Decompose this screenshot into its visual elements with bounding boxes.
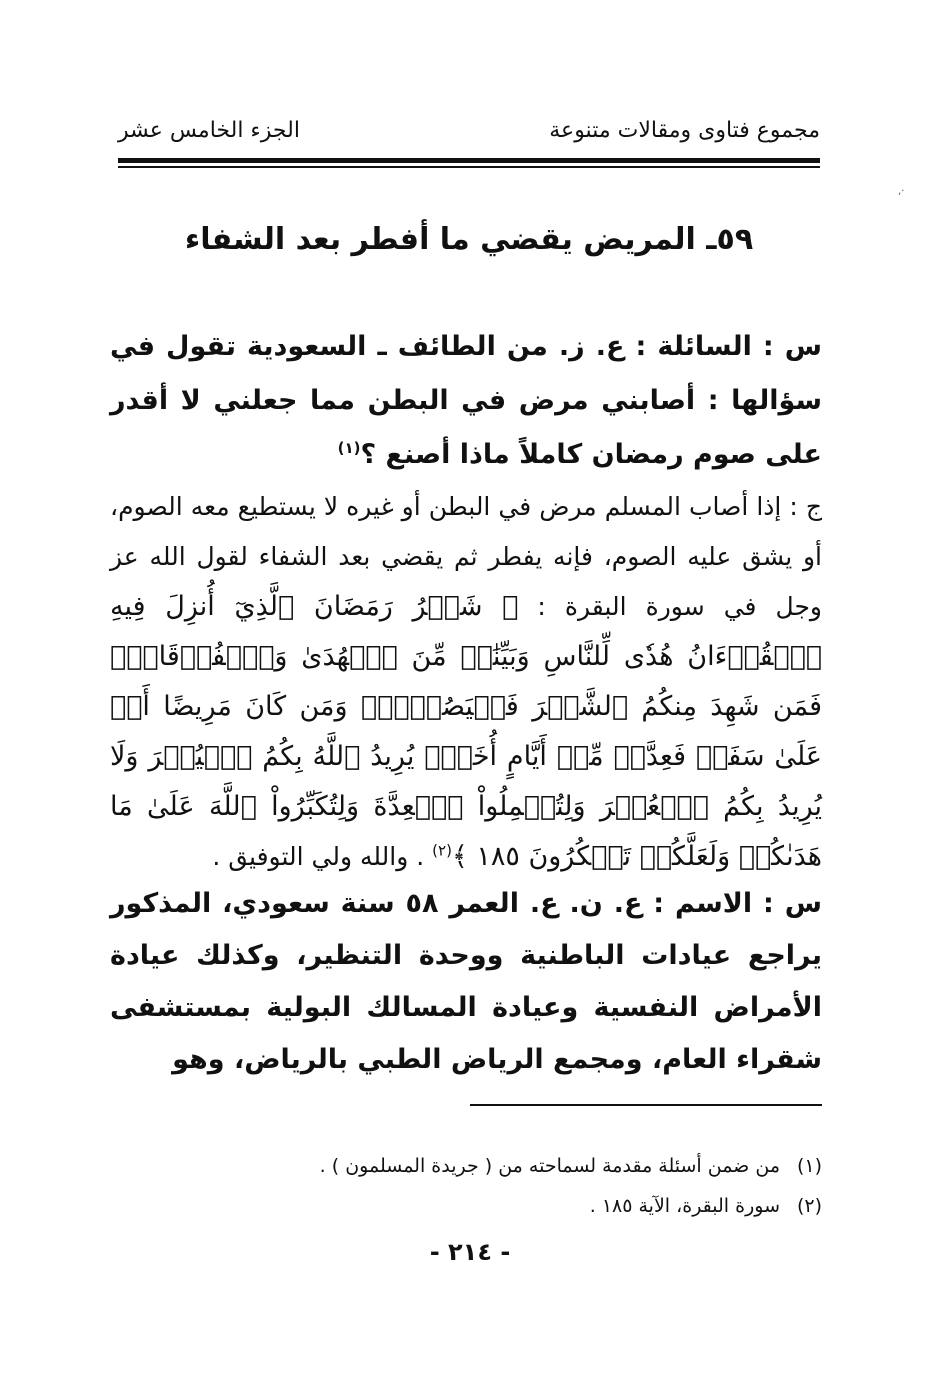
footnote-separator bbox=[470, 1104, 822, 1106]
header-rule-thick bbox=[118, 158, 820, 163]
footnotes bbox=[118, 1146, 822, 1226]
footnote-1 bbox=[118, 1146, 822, 1186]
scan-speck: ·, bbox=[898, 186, 905, 197]
running-header bbox=[118, 118, 820, 152]
footnote-2 bbox=[118, 1186, 822, 1226]
footnote-ref-1: (١) bbox=[337, 439, 361, 457]
question-1 bbox=[110, 320, 822, 482]
answer-1 bbox=[110, 482, 822, 882]
question-2-text: س : الاسم : ع. ن. ع. العمر ٥٨ سنة سعودي، المذكور يراجع عيادات الباطنية ووحدة التنظير، وكذلك عيادة الأمراض النفسية وعيادة المسالك البولية بمستشفى شقراء العام، ومجمع الرياض الطبي بالرياض، وهو bbox=[110, 888, 822, 1075]
question-1-text: س : السائلة : ع. ز. من الطائف ـ السعودية تقول في سؤالها : أصابني مرض في البطن مما جعلني لا أقدر على صوم رمضان كاملاً ماذا أصنع ؟ bbox=[110, 331, 822, 470]
answer-1-intro: ج : إذا أصاب المسلم مرض في البطن أو غيره لا يستطيع معه الصوم، أو يشق عليه الصوم، فإنه يفطر ثم يقضي بعد الشفاء لقول الله عز وجل في سورة البقرة : bbox=[110, 492, 822, 621]
book-title: مجموع فتاوى ومقالات متنوعة bbox=[549, 118, 820, 143]
header-rule-thin bbox=[118, 166, 820, 168]
article-title: ٥٩ـ المريض يقضي ما أفطر بعد الشفاء bbox=[184, 222, 754, 257]
footnote-1-text: من ضمن أسئلة مقدمة لسماحته من ( جريدة المسلمون ) . bbox=[319, 1155, 780, 1177]
footnote-2-number: (٢) bbox=[796, 1195, 822, 1217]
footnote-2-text: سورة البقرة، الآية ١٨٥ . bbox=[589, 1195, 780, 1217]
footnote-1-number: (١) bbox=[796, 1155, 822, 1177]
footnote-ref-2: (٢) bbox=[432, 841, 452, 860]
volume-label: الجزء الخامس عشر bbox=[118, 118, 300, 143]
page-number: - ٢١٤ - bbox=[429, 1238, 511, 1266]
answer-1-closing: . والله ولي التوفيق . bbox=[212, 842, 425, 871]
question-2 bbox=[110, 878, 822, 1086]
quran-verse: ﴿ شَهۡرُ رَمَضَانَ ٱلَّذِيٓ أُنزِلَ فِيهِ ٱلۡقُرۡءَانُ هُدٗى لِّلنَّاسِ وَبَيِّنَٰتٖ مِّنَ ٱلۡهُدَىٰ وَٱلۡفُرۡقَانِۚ فَمَن شَهِدَ مِنكُمُ ٱلشَّهۡرَ فَلۡيَصُمۡهُۖ وَمَن كَانَ مَرِيضًا أَوۡ عَلَىٰ سَفَرٖ فَعِدَّةٞ مِّنۡ أَيَّامٍ أُخَرَۗ يُرِيدُ ٱللَّهُ بِكُمُ ٱلۡيُسۡرَ وَلَا يُرِيدُ بِكُمُ ٱلۡعُسۡرَ وَلِتُكۡمِلُواْ ٱلۡعِدَّةَ وَلِتُكَبِّرُواْ ٱللَّهَ عَلَىٰ مَا هَدَىٰكُمۡ وَلَعَلَّكُمۡ تَشۡكُرُونَ ١٨٥ ﴾ bbox=[110, 591, 822, 872]
